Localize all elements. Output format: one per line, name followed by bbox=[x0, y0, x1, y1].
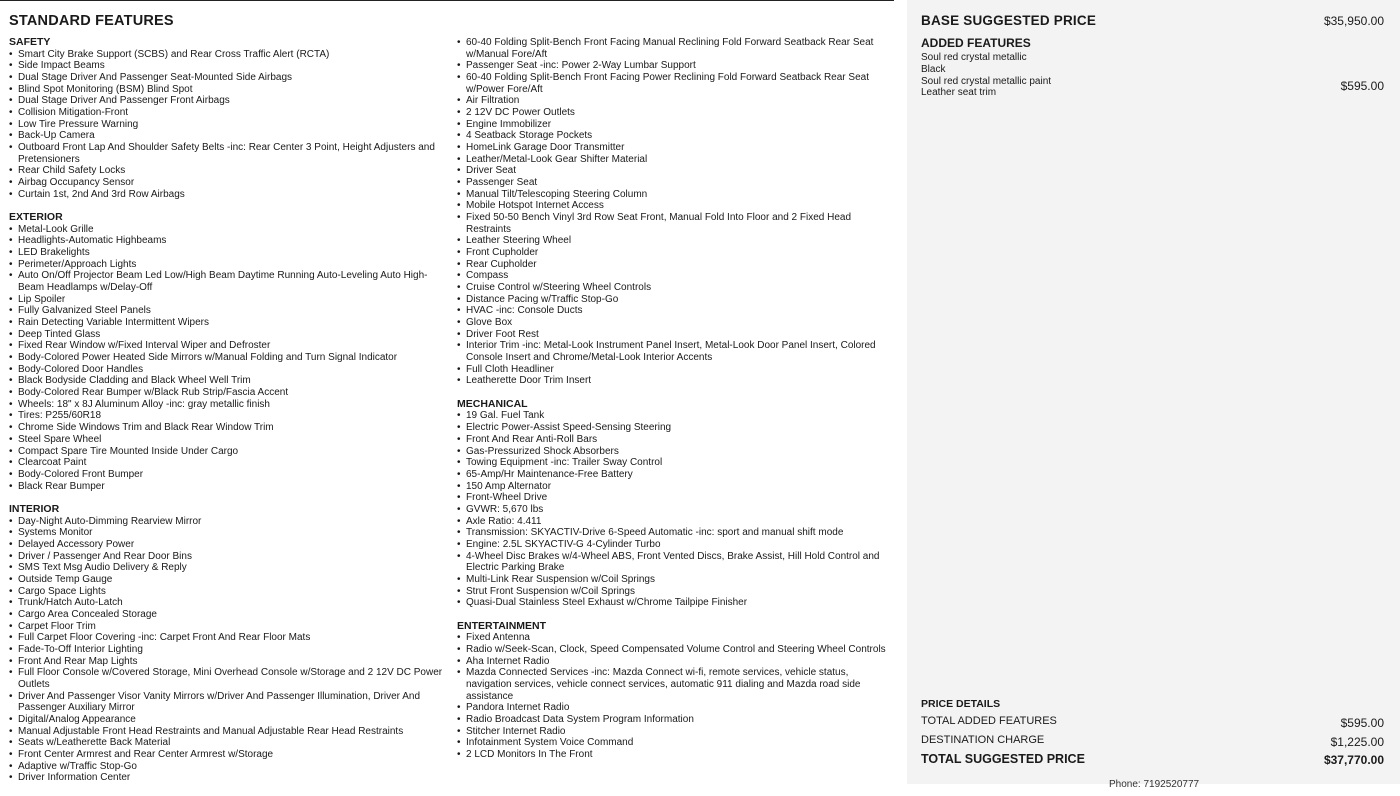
feature-item: • Body-Colored Rear Bumper w/Black Rub Strip/Fascia Accent bbox=[9, 387, 447, 399]
feature-item: • 2 12V DC Power Outlets bbox=[457, 107, 894, 119]
feature-item: • 60-40 Folding Split-Bench Front Facing Manual Reclining Fold Forward Seatback Rear Seat w/Manual Fore/Aft bbox=[457, 37, 894, 60]
feature-item: • Fixed Rear Window w/Fixed Interval Wiper and Defroster bbox=[9, 340, 447, 352]
feature-item: • 4 Seatback Storage Pockets bbox=[457, 130, 894, 142]
feature-item: • Systems Monitor bbox=[9, 527, 447, 539]
feature-item: • Chrome Side Windows Trim and Black Rear Window Trim bbox=[9, 422, 447, 434]
destination-charge-label: DESTINATION CHARGE bbox=[921, 734, 1045, 746]
standard-features-title: STANDARD FEATURES bbox=[9, 13, 174, 29]
total-added-features-value: $595.00 bbox=[1340, 716, 1384, 730]
feature-item: • Cruise Control w/Steering Wheel Controls bbox=[457, 282, 894, 294]
feature-list bbox=[9, 224, 447, 492]
feature-item: • SMS Text Msg Audio Delivery & Reply bbox=[9, 562, 447, 574]
feature-item: • Manual Tilt/Telescoping Steering Column bbox=[457, 189, 894, 201]
feature-item: • Driver Seat bbox=[457, 165, 894, 177]
feature-item: • Carpet Floor Trim bbox=[9, 621, 447, 633]
section-title: ENTERTAINMENT bbox=[457, 619, 547, 632]
feature-item: • Cargo Area Concealed Storage bbox=[9, 609, 447, 621]
feature-item: • Gas-Pressurized Shock Absorbers bbox=[457, 446, 894, 458]
feature-item: • Driver And Passenger Visor Vanity Mirrors w/Driver And Passenger Illumination, Driver And Passenger Auxiliary Mirror bbox=[9, 691, 447, 714]
feature-item: • Perimeter/Approach Lights bbox=[9, 259, 447, 271]
added-features-list bbox=[921, 52, 1384, 99]
feature-item: • Passenger Seat bbox=[457, 177, 894, 189]
feature-item: • 150 Amp Alternator bbox=[457, 481, 894, 493]
feature-item: • Engine Immobilizer bbox=[457, 119, 894, 131]
feature-item: • Body-Colored Door Handles bbox=[9, 364, 447, 376]
pricing-panel bbox=[907, 0, 1400, 790]
feature-item: • Airbag Occupancy Sensor bbox=[9, 177, 447, 189]
feature-item: • Strut Front Suspension w/Coil Springs bbox=[457, 586, 894, 598]
feature-item: • Mazda Connected Services -inc: Mazda Connect wi-fi, remote services, vehicle status, navigation services, vehicle connect services, automatic 911 dialing and Mazda road side assistance bbox=[457, 667, 894, 702]
feature-item: • Distance Pacing w/Traffic Stop-Go bbox=[457, 294, 894, 306]
feature-item: • Fade-To-Off Interior Lighting bbox=[9, 644, 447, 656]
feature-item: • Pandora Internet Radio bbox=[457, 702, 894, 714]
feature-item: • Fully Galvanized Steel Panels bbox=[9, 305, 447, 317]
feature-item: • Driver Foot Rest bbox=[457, 329, 894, 341]
feature-section bbox=[457, 621, 894, 761]
added-feature-price: $595.00 bbox=[1340, 78, 1384, 93]
feature-list bbox=[457, 632, 894, 760]
feature-list bbox=[9, 49, 447, 201]
feature-item: • Outside Temp Gauge bbox=[9, 574, 447, 586]
feature-item: • HomeLink Garage Door Transmitter bbox=[457, 142, 894, 154]
feature-item: • Digital/Analog Appearance bbox=[9, 714, 447, 726]
feature-item: • Outboard Front Lap And Shoulder Safety Belts -inc: Rear Center 3 Point, Height Adjusters and Pretensioners bbox=[9, 142, 447, 165]
features-column-right bbox=[457, 37, 894, 772]
total-suggested-price-value: $37,770.00 bbox=[1323, 753, 1384, 767]
feature-item: • Leatherette Door Trim Insert bbox=[457, 375, 894, 387]
destination-charge-value: $1,225.00 bbox=[1330, 735, 1384, 749]
feature-item: • Side Impact Beams bbox=[9, 60, 447, 72]
feature-item: • Black Bodyside Cladding and Black Wheel Well Trim bbox=[9, 375, 447, 387]
base-price-label: BASE SUGGESTED PRICE bbox=[921, 13, 1097, 28]
feature-item: • LED Brakelights bbox=[9, 247, 447, 259]
feature-item: • Cargo Space Lights bbox=[9, 586, 447, 598]
feature-item: • Full Floor Console w/Covered Storage, Mini Overhead Console w/Storage and 2 12V DC Power Outlets bbox=[9, 667, 447, 690]
feature-item: • Compact Spare Tire Mounted Inside Under Cargo bbox=[9, 446, 447, 458]
feature-item: • Glove Box bbox=[457, 317, 894, 329]
added-features-title: ADDED FEATURES bbox=[921, 36, 1031, 50]
feature-item: • Driver / Passenger And Rear Door Bins bbox=[9, 551, 447, 563]
feature-item: • Towing Equipment -inc: Trailer Sway Control bbox=[457, 457, 894, 469]
feature-item: • Electric Power-Assist Speed-Sensing Steering bbox=[457, 422, 894, 434]
feature-item: • Body-Colored Power Heated Side Mirrors w/Manual Folding and Turn Signal Indicator bbox=[9, 352, 447, 364]
feature-item: • Trunk/Hatch Auto-Latch bbox=[9, 597, 447, 609]
feature-item: • Dual Stage Driver And Passenger Front Airbags bbox=[9, 95, 447, 107]
feature-item: • Rear Cupholder bbox=[457, 259, 894, 271]
feature-item: • 2 LCD Monitors In The Front bbox=[457, 749, 894, 761]
feature-item: • Front-Wheel Drive bbox=[457, 492, 894, 504]
feature-list bbox=[457, 37, 894, 387]
feature-item: • Fixed Antenna bbox=[457, 632, 894, 644]
feature-item: • Manual Adjustable Front Head Restraints and Manual Adjustable Rear Head Restraints bbox=[9, 726, 447, 738]
feature-section bbox=[9, 212, 447, 492]
feature-item: • Full Carpet Floor Covering -inc: Carpet Front And Rear Floor Mats bbox=[9, 632, 447, 644]
feature-item: • Tires: P255/60R18 bbox=[9, 410, 447, 422]
feature-item: • Front And Rear Map Lights bbox=[9, 656, 447, 668]
feature-item: • Rain Detecting Variable Intermittent Wipers bbox=[9, 317, 447, 329]
feature-item: • Engine: 2.5L SKYACTIV-G 4-Cylinder Turbo bbox=[457, 539, 894, 551]
feature-item: • Interior Trim -inc: Metal-Look Instrument Panel Insert, Metal-Look Door Panel Insert, Colored Console Insert and Chrome/Metal-Look Interior Accents bbox=[457, 340, 894, 363]
price-details-title: PRICE DETAILS bbox=[921, 698, 1001, 710]
added-feature-name: Soul red crystal metallic bbox=[921, 52, 1027, 63]
added-feature-name: Black bbox=[921, 63, 946, 75]
section-title: INTERIOR bbox=[9, 502, 60, 515]
feature-item: • Rear Child Safety Locks bbox=[9, 165, 447, 177]
feature-item: • Air Filtration bbox=[457, 95, 894, 107]
feature-section bbox=[9, 504, 447, 784]
feature-item: • Front Cupholder bbox=[457, 247, 894, 259]
feature-item: • Quasi-Dual Stainless Steel Exhaust w/Chrome Tailpipe Finisher bbox=[457, 597, 894, 609]
feature-item: • Dual Stage Driver And Passenger Seat-Mounted Side Airbags bbox=[9, 72, 447, 84]
feature-item: • Curtain 1st, 2nd And 3rd Row Airbags bbox=[9, 189, 447, 201]
feature-item: • Stitcher Internet Radio bbox=[457, 726, 894, 738]
section-title: SAFETY bbox=[9, 36, 51, 48]
dealer-phone: Phone: 7192520777 bbox=[1109, 779, 1200, 790]
added-feature-name: Soul red crystal metallic paint bbox=[921, 75, 1052, 87]
feature-section bbox=[9, 37, 447, 200]
added-feature-name: Leather seat trim bbox=[921, 87, 997, 99]
feature-item: • Infotainment System Voice Command bbox=[457, 737, 894, 749]
feature-item: • Headlights-Automatic Highbeams bbox=[9, 235, 447, 247]
feature-item: • Aha Internet Radio bbox=[457, 656, 894, 668]
feature-item: • Axle Ratio: 4.411 bbox=[457, 516, 894, 528]
feature-item: • Lip Spoiler bbox=[9, 294, 447, 306]
feature-item: • Radio Broadcast Data System Program Information bbox=[457, 714, 894, 726]
added-feature-row bbox=[921, 64, 1384, 76]
feature-item: • Driver Information Center bbox=[9, 772, 447, 784]
base-price-value: $35,950.00 bbox=[1323, 14, 1384, 28]
feature-item: • 4-Wheel Disc Brakes w/4-Wheel ABS, Front Vented Discs, Brake Assist, Hill Hold Control and Electric Parking Brake bbox=[457, 551, 894, 574]
feature-item: • HVAC -inc: Console Ducts bbox=[457, 305, 894, 317]
feature-item: • Clearcoat Paint bbox=[9, 457, 447, 469]
feature-item: • Leather/Metal-Look Gear Shifter Material bbox=[457, 154, 894, 166]
feature-item: • Mobile Hotspot Internet Access bbox=[457, 200, 894, 212]
feature-item: • GVWR: 5,670 lbs bbox=[457, 504, 894, 516]
added-feature-row bbox=[921, 52, 1384, 64]
section-title: EXTERIOR bbox=[9, 211, 63, 224]
feature-item: • Delayed Accessory Power bbox=[9, 539, 447, 551]
feature-item: • 65-Amp/Hr Maintenance-Free Battery bbox=[457, 469, 894, 481]
feature-item: • Radio w/Seek-Scan, Clock, Speed Compensated Volume Control and Steering Wheel Controls bbox=[457, 644, 894, 656]
section-title: MECHANICAL bbox=[457, 397, 528, 410]
feature-item: • Metal-Look Grille bbox=[9, 224, 447, 236]
feature-item: • Passenger Seat -inc: Power 2-Way Lumbar Support bbox=[457, 60, 894, 72]
feature-item: • Day-Night Auto-Dimming Rearview Mirror bbox=[9, 516, 447, 528]
feature-item: • Multi-Link Rear Suspension w/Coil Springs bbox=[457, 574, 894, 586]
feature-item: • Black Rear Bumper bbox=[9, 481, 447, 493]
feature-item: • Collision Mitigation-Front bbox=[9, 107, 447, 119]
feature-list bbox=[457, 410, 894, 608]
feature-item: • Smart City Brake Support (SCBS) and Rear Cross Traffic Alert (RCTA) bbox=[9, 49, 447, 61]
feature-item: • Body-Colored Front Bumper bbox=[9, 469, 447, 481]
feature-item: • Auto On/Off Projector Beam Led Low/High Beam Daytime Running Auto-Leveling Auto High-Beam Headlamps w/Delay-Off bbox=[9, 270, 447, 293]
feature-item: • Leather Steering Wheel bbox=[457, 235, 894, 247]
feature-item: • Seats w/Leatherette Back Material bbox=[9, 737, 447, 749]
feature-item: • Full Cloth Headliner bbox=[457, 364, 894, 376]
feature-item: • 19 Gal. Fuel Tank bbox=[457, 410, 894, 422]
feature-item: • Compass bbox=[457, 270, 894, 282]
feature-item: • Fixed 50-50 Bench Vinyl 3rd Row Seat Front, Manual Fold Into Floor and 2 Fixed Head Restraints bbox=[457, 212, 894, 235]
feature-item: • Front And Rear Anti-Roll Bars bbox=[457, 434, 894, 446]
features-column-left bbox=[9, 37, 447, 796]
feature-item: • Deep Tinted Glass bbox=[9, 329, 447, 341]
feature-section bbox=[457, 37, 894, 387]
added-feature-row bbox=[921, 87, 1384, 99]
total-added-features-label: TOTAL ADDED FEATURES bbox=[921, 715, 1057, 727]
total-suggested-price-label: TOTAL SUGGESTED PRICE bbox=[921, 752, 1085, 766]
top-divider bbox=[0, 0, 894, 1]
feature-section bbox=[457, 399, 894, 609]
feature-item: • Front Center Armrest and Rear Center Armrest w/Storage bbox=[9, 749, 447, 761]
feature-item: • Low Tire Pressure Warning bbox=[9, 119, 447, 131]
feature-item: • Wheels: 18" x 8J Aluminum Alloy -inc: gray metallic finish bbox=[9, 399, 447, 411]
feature-item: • Adaptive w/Traffic Stop-Go bbox=[9, 761, 447, 773]
feature-item: • Back-Up Camera bbox=[9, 130, 447, 142]
feature-item: • Steel Spare Wheel bbox=[9, 434, 447, 446]
feature-item: • 60-40 Folding Split-Bench Front Facing Power Reclining Fold Forward Seatback Rear Seat w/Power Fore/Aft bbox=[457, 72, 894, 95]
feature-item: • Transmission: SKYACTIV-Drive 6-Speed Automatic -inc: sport and manual shift mode bbox=[457, 527, 894, 539]
feature-list bbox=[9, 516, 447, 784]
feature-item: • Blind Spot Monitoring (BSM) Blind Spot bbox=[9, 84, 447, 96]
